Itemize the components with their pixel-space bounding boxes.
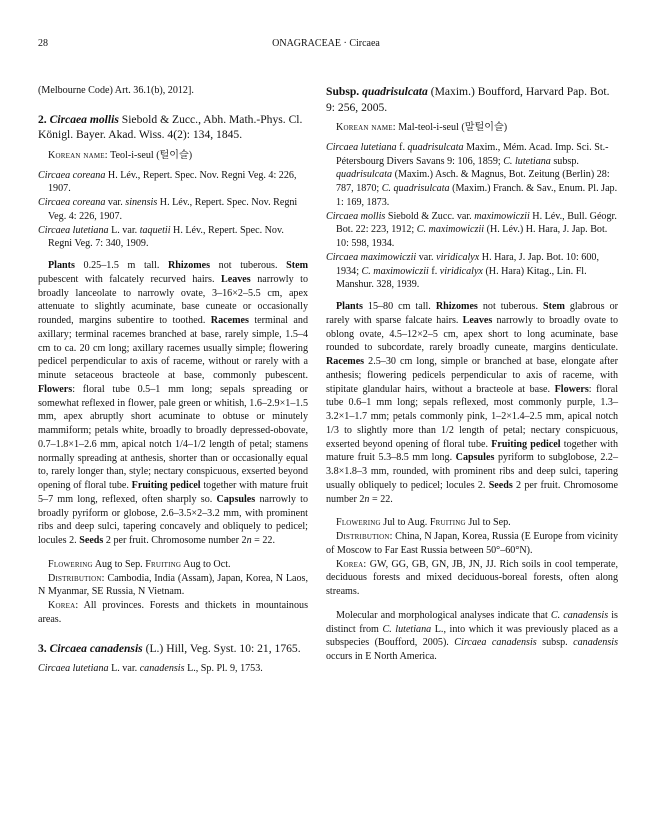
phenology-quadrisulcata: Flowering Jul to Aug. Fruiting Jul to Sep. bbox=[336, 517, 511, 529]
distribution-mollis: Distribution: Cambodia, India (Assam), Japan, Korea, N Laos, N Myanmar, SE Russia, N Vietnam. bbox=[38, 572, 308, 598]
note-paragraph: Molecular and morphological analyses indicate that C. canadensis is distinct from C. lutetiana L., into which it was previously placed as a subspecies (Boufford, 2005). Circaea canadensis subsp. canadensis occurs in E North America. bbox=[326, 609, 618, 662]
korea-range-quadrisulcata: Korea: GW, GG, GB, GN, JB, JN, JJ. Rich soils in cool temperate, deciduous forests and mixed deciduous-boreal forests, often along streams. bbox=[326, 558, 618, 597]
description-quadrisulcata: Plants 15–80 cm tall. Rhizomes not tuberous. Stem glabrous or rarely with sparse falcate hairs. Leaves narrowly to broadly ovate to oblong ovate, 4.5–12×2–5 cm, apex short to long acuminate, base rounded to subcordate, rarely broadly cuneate, margins denticulate. Racemes 2.5–30 cm long, simple or branched at base, elongate after anthesis; flowering pedicels perpendicular to axis of raceme, with stipitate glandular hairs, without a bracteole at base. Flowers: floral tube 0.6–1 mm long; sepals reflexed, most commonly purple, 1.3–3.2×1–1.7 mm; petals commonly pink, 1–2×1.4–2.5 mm, apical notch 1/3 to slightly more than 1/2 length of petal; nectary conspicuous, exserted beyond opening of floral tube. Fruiting pedicel together with mature fruit 5.3–8.5 mm long. Capsules pyriform to subglobose, 2.2–3.8×1.8–3 mm, rounded, with prominent ribs and deep sulci, tapering usually obliquely to pedicel; locules 2. Seeds 2 per fruit. Chromosome number 2n = 22. bbox=[326, 301, 618, 505]
synonym: Circaea coreana var. sinensis H. Lév., Repert. Spec. Nov. Regni Veg. 4: 226, 1907. bbox=[38, 197, 298, 222]
synonym: Circaea lutetiana L. var. canadensis L., Sp. Pl. 9, 1753. bbox=[38, 663, 263, 674]
korean-name-quadrisulcata: Korean name: Mal-teol-i-seul (말털이슬) bbox=[336, 122, 508, 133]
description-mollis: Plants 0.25–1.5 m tall. Rhizomes not tuberous. Stem pubescent with falcately recurved hairs. Leaves narrowly to broadly lanceolate to narrowly ovate, 3–16×2–5.5 cm, apex attenuate to slightly acuminate, base cuneate or occasionally rounded, margins subentire to toothed. Racemes terminal and axillary; terminal racemes branched at base, rarely simple, 1.5–4 cm to ca. 20 cm long; axillary racemes usually simple; flowering pedicel perpendicular to axis of raceme, without or rarely with a minute setaceous bracteole at base, commonly pubescent. Flowers: floral tube 0.5–1 mm long; sepals spreading or somewhat reflexed in flower, pale green or whitish, 1.6–2.9×1–1.5 mm, apex abruptly short acuminate to obtuse or minutely mammiform; petals white, broadly to broadly depressed-obovate, 0.7–1.8×1–2.6 mm, apical notch 1/4–1/2 length of petal; stamens normally spreading at anthesis, shorter than or occasionally equal to, rarely longer than, style; nectary conspicuous, exserted beyond opening of floral tube. Fruiting pedicel together with mature fruit 5–7 mm long, reflexed, often sharply so. Capsules narrowly to broadly pyriform or globose, 2.6–3.5×2–3.2 mm, with prominent ribs and deep sulci, tapering concavely and obliquely to pedicel; locules 2. Seeds 2 per fruit. Chromosome number 2n = 22. bbox=[38, 260, 308, 546]
page-number: 28 bbox=[38, 38, 48, 49]
continued-citation: (Melbourne Code) Art. 36.1(b), 2012]. bbox=[38, 85, 194, 96]
korean-name-mollis: Korean name: Teol-i-seul (털이슬) bbox=[48, 149, 193, 161]
phenology-mollis: Flowering Aug to Sep. Fruiting Aug to Oct. bbox=[48, 558, 231, 570]
species-heading-canadensis: 3. Circaea canadensis (L.) Hill, Veg. Syst. 10: 21, 1765. bbox=[38, 641, 301, 655]
distribution-quadrisulcata: Distribution: China, N Japan, Korea, Russia (E Europe from vicinity of Moscow to Far East Russia between 50°–60°N). bbox=[326, 531, 619, 556]
synonym: Circaea maximowiczii var. viridicalyx H. Hara, J. Jap. Bot. 10: 600, 1934; C. maximowiczii f. viridicalyx (H. Hara) Kitag., Lin. Fl. Manshur. 328, 1939. bbox=[326, 251, 599, 291]
synonym: Circaea mollis Siebold & Zucc. var. maximowiczii H. Lév., Bull. Géogr. Bot. 22: 223, 1912; C. maximowiczii (H. Lév.) H. Hara, J. Jap. Bot. 10: 598, 1934. bbox=[326, 210, 617, 249]
synonym: Circaea lutetiana f. quadrisulcata Maxim., Mém. Acad. Imp. Sci. St.-Pétersbourg Divers Savans 9: 106, 1859; C. lutetiana subsp. quadrisulcata (Maxim.) Asch. & Magnus, Bot. Zeitung (Berlin) 28: 787, 1870; C. quadrisulcata (Maxim.) Franch. & Sav., Enum. Pl. Jap. 1: 169, 1873. bbox=[326, 141, 618, 208]
page-header bbox=[0, 38, 652, 54]
right-column bbox=[326, 84, 618, 664]
left-column bbox=[38, 84, 308, 676]
synonym: Circaea lutetiana L. var. taquetii H. Lév., Repert. Spec. Nov. Regni Veg. 7: 340, 1909. bbox=[38, 224, 284, 250]
subspecies-heading: Subsp. quadrisulcata (Maxim.) Boufford, Harvard Pap. Bot. 9: 256, 2005. bbox=[326, 85, 610, 114]
running-title: ONAGRACEAE · Circaea bbox=[272, 38, 380, 49]
species-heading-mollis: 2. Circaea mollis Siebold & Zucc., Abh. Math.-Phys. Cl. Königl. Bayer. Akad. Wiss. 4(2): 134, 1845. bbox=[38, 112, 303, 142]
synonym: Circaea coreana H. Lév., Repert. Spec. Nov. Regni Veg. 4: 226, 1907. bbox=[38, 169, 297, 195]
korea-range-mollis: Korea: All provinces. Forests and thickets in mountainous areas. bbox=[38, 600, 308, 625]
